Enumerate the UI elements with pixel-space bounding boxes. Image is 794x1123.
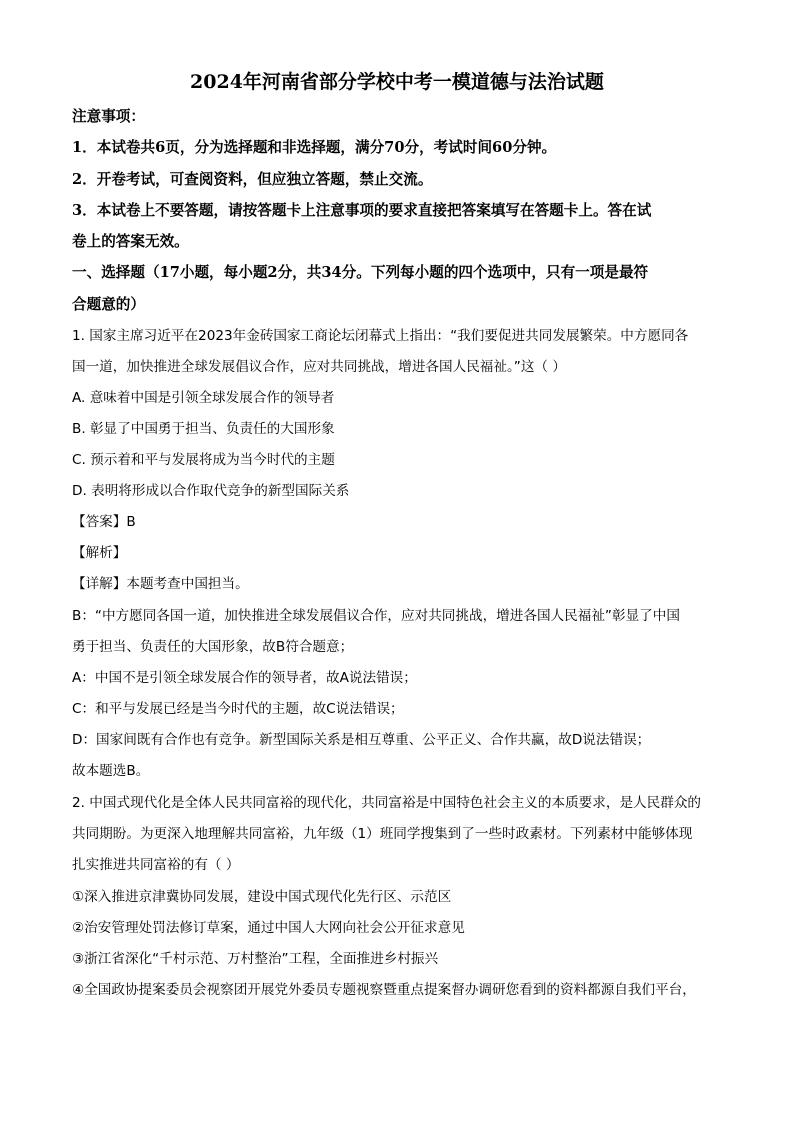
q1-answer: 【答案】B xyxy=(72,514,136,530)
q1-option-a: A. 意味着中国是引领全球发展合作的领导者 xyxy=(72,390,335,406)
q1-explain-b-line-2: 勇于担当、负责任的大国形象，故B符合题意； xyxy=(72,639,354,655)
q1-detail: 【详解】本题考查中国担当。 xyxy=(72,576,249,592)
notice-item-1: 1．本试卷共6页，分为选择题和非选择题，满分70分，考试时间60分钟。 xyxy=(72,139,557,156)
q1-stem-line-2: 国一道，加快推进全球发展倡议合作，应对共同挑战，增进各国人民福祉。”这（ ） xyxy=(72,359,566,375)
notice-item-3-line-1: 3．本试卷上不要答题，请按答题卡上注意事项的要求直接把答案填写在答题卡上。答在试 xyxy=(72,202,652,219)
q1-stem-line-1: 1. 国家主席习近平在2023年金砖国家工商论坛闭幕式上指出：“我们要促进共同发展繁荣。中方愿同各 xyxy=(72,328,689,344)
notice-heading: 注意事项： xyxy=(72,108,145,125)
q1-option-c: C. 预示着和平与发展将成为当今时代的主题 xyxy=(72,452,335,468)
q1-option-d: D. 表明将形成以合作取代竞争的新型国际关系 xyxy=(72,483,350,499)
q1-conclusion: 故本题选B。 xyxy=(72,763,150,779)
notice-item-2: 2．开卷考试，可查阅资料，但应独立答题，禁止交流。 xyxy=(72,171,433,188)
q1-explain-b-line-1: B：“中方愿同各国一道，加快推进全球发展倡议合作，应对共同挑战，增进各国人民福祉”彰显了中国 xyxy=(72,608,680,624)
q1-explain-a: A：中国不是引领全球发展合作的领导者，故A说法错误； xyxy=(72,670,417,686)
q2-item-3: ③浙江省深化“千村示范、万村整治”工程，全面推进乡村振兴 xyxy=(72,951,439,967)
q2-stem-line-1: 2. 中国式现代化是全体人民共同富裕的现代化，共同富裕是中国特色社会主义的本质要求，是人民群众的 xyxy=(72,795,702,811)
q2-item-1: ①深入推进京津冀协同发展，建设中国式现代化先行区、示范区 xyxy=(72,889,452,905)
q2-stem-line-3: 扎实推进共同富裕的有（ ） xyxy=(72,857,240,873)
q2-stem-line-2: 共同期盼。为更深入地理解共同富裕，九年级（1）班同学搜集到了一些时政素材。下列素材中能够体现 xyxy=(72,826,693,842)
document-title: 2024年河南省部分学校中考一模道德与法治试题 xyxy=(190,71,604,93)
q1-explain-c: C：和平与发展已经是当今时代的主题，故C说法错误； xyxy=(72,701,404,717)
section-1-heading-line-1: 一、选择题（17小题，每小题2分，共34分。下列每小题的四个选项中，只有一项是最符 xyxy=(72,264,649,281)
notice-item-3-line-2: 卷上的答案无效。 xyxy=(72,233,189,250)
q1-option-b: B. 彰显了中国勇于担当、负责任的大国形象 xyxy=(72,421,335,437)
q2-item-4: ④全国政协提案委员会视察团开展党外委员专题视察暨重点提案督办调研您看到的资料都源自我们平台， xyxy=(72,982,696,998)
section-1-heading-line-2: 合题意的） xyxy=(72,296,145,313)
q1-explain-d: D：国家间既有合作也有竞争。新型国际关系是相互尊重、公平正义、合作共赢，故D说法错误； xyxy=(72,732,651,748)
q1-analysis-label: 【解析】 xyxy=(72,545,127,561)
q2-item-2: ②治安管理处罚法修订草案，通过中国人大网向社会公开征求意见 xyxy=(72,920,465,936)
